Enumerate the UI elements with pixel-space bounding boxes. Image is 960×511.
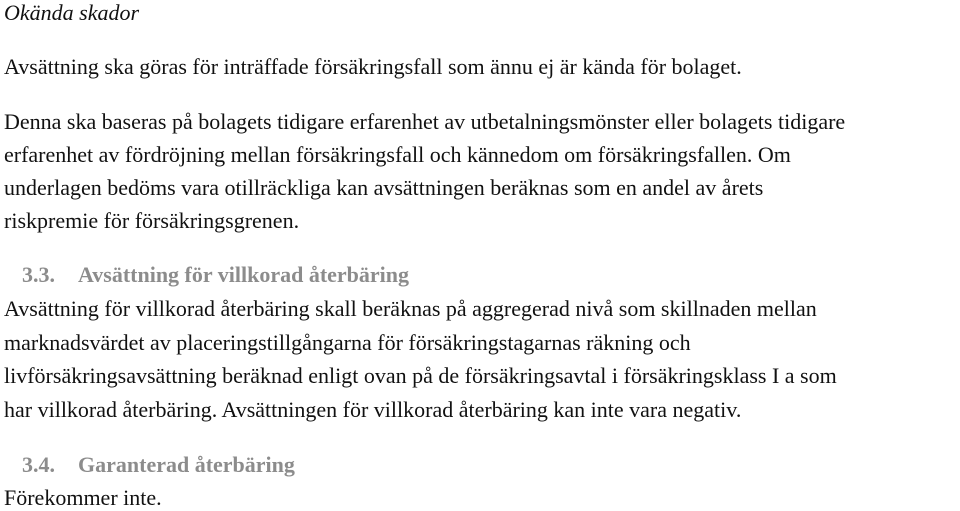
paragraph-1: Avsättning ska göras för inträffade försäkringsfall som ännu ej är kända för bolaget.	[4, 54, 742, 79]
paragraph-2-line-1: Denna ska baseras på bolagets tidigare erfarenhet av utbetalningsmönster eller bolagets tidigare	[4, 109, 846, 134]
section-3-3-line-2: marknadsvärdet av placeringstillgångarna för försäkringstagarnas räkning och	[4, 330, 691, 355]
section-number: 3.3.	[22, 262, 55, 287]
section-3-3-line-4: har villkorad återbäring. Avsättningen för villkorad återbäring kan inte vara negativ.	[4, 397, 742, 422]
paragraph-2-line-4: riskpremie för försäkringsgrenen.	[4, 208, 300, 233]
section-3-4-body: Förekommer inte.	[4, 485, 162, 510]
paragraph-2-line-3: underlagen bedöms vara otillräckliga kan avsättningen beräknas som en andel av årets	[4, 175, 764, 200]
section-heading-text: Avsättning för villkorad återbäring	[78, 262, 410, 287]
section-3-3-line-1: Avsättning för villkorad återbäring skall beräknas på aggregerad nivå som skillnaden mellan	[4, 296, 817, 321]
section-3-3-line-3: livförsäkringsavsättning beräknad enligt ovan på de försäkringsavtal i försäkringsklass I a som	[4, 363, 837, 388]
section-number: 3.4.	[22, 452, 55, 477]
section-heading-3-3	[4, 262, 409, 288]
paragraph-2-line-2: erfarenhet av fördröjning mellan försäkringsfall och kännedom om försäkringsfallen. Om	[4, 142, 791, 167]
section-title-okanda-skador: Okända skador	[4, 0, 140, 25]
section-heading-3-4	[4, 452, 295, 478]
section-heading-text: Garanterad återbäring	[78, 452, 295, 477]
